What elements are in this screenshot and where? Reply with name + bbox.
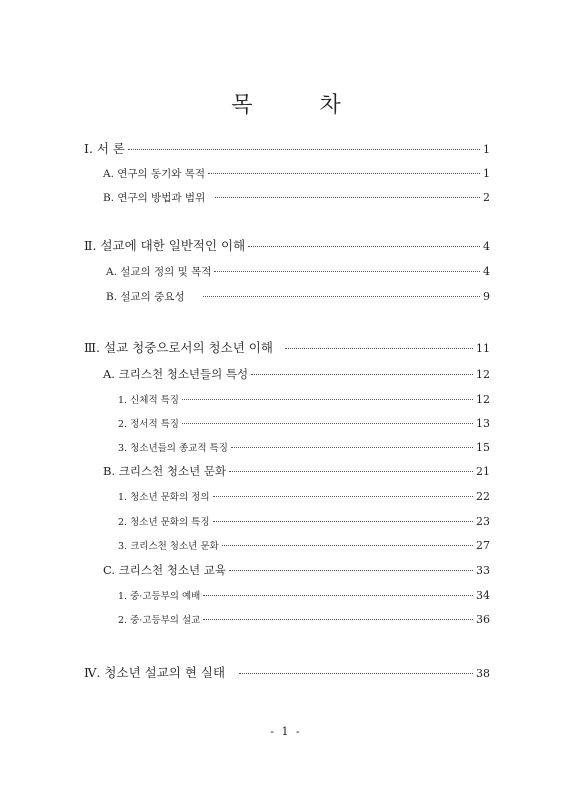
toc-dot-leader <box>231 447 473 448</box>
toc-entry-label: A. 설교의 정의 및 목적 <box>106 266 212 278</box>
toc-entry-3a1[interactable] <box>118 392 490 406</box>
toc-entry-3a[interactable] <box>103 366 490 382</box>
toc-entry-page: 13 <box>476 417 490 430</box>
toc-dot-leader <box>213 521 473 522</box>
toc-entry-label: Ⅳ. 청소년 설교의 현 실태 <box>84 665 226 680</box>
toc-dot-leader <box>248 246 480 247</box>
toc-dot-leader <box>229 570 473 571</box>
toc-entry-page: 22 <box>476 490 490 503</box>
toc-entry-1b[interactable] <box>103 190 490 205</box>
toc-entry-page: 12 <box>476 368 490 381</box>
toc-dot-leader <box>208 173 480 174</box>
toc-entry-label: A. 연구의 동기와 목적 <box>103 168 206 180</box>
toc-entry-2a[interactable] <box>106 264 490 279</box>
toc-entry-3b2[interactable] <box>118 514 490 528</box>
toc-entry-3b1[interactable] <box>118 489 490 503</box>
toc-entry-3a2[interactable] <box>118 416 490 430</box>
toc-dot-leader <box>182 423 473 424</box>
toc-entry-chapter-2[interactable] <box>84 236 490 254</box>
toc-entry-label: B. 설교의 중요성 <box>106 291 185 303</box>
page-number: - 1 - <box>270 725 302 738</box>
toc-entry-label: Ⅱ. 설교에 대한 일반적인 이해 <box>84 238 246 253</box>
toc-dot-leader <box>203 619 473 620</box>
toc-entry-label: C. 크리스천 청소년 교육 <box>103 563 226 577</box>
toc-entry-label: Ⅲ. 설교 청중으로서의 청소년 이해 <box>84 340 273 355</box>
toc-entry-label: B. 연구의 방법과 범위 <box>103 192 206 204</box>
toc-entry-page: 4 <box>483 265 490 278</box>
toc-entry-label: B. 크리스천 청소년 문화 <box>103 464 227 478</box>
toc-entry-3b[interactable] <box>103 463 490 479</box>
toc-entry-chapter-1[interactable] <box>84 139 490 157</box>
toc-entry-3c1[interactable] <box>118 588 490 602</box>
toc-dot-leader <box>222 545 473 546</box>
toc-entry-1a[interactable] <box>103 166 490 181</box>
toc-entry-3b3[interactable] <box>118 538 490 552</box>
toc-dot-leader <box>214 271 480 272</box>
toc-entry-3c2[interactable] <box>118 612 490 626</box>
toc-dot-leader <box>251 374 473 375</box>
toc-entry-label: 3. 청소년들의 종교적 특징 <box>118 443 228 454</box>
toc-dot-leader <box>229 471 473 472</box>
toc-entry-label: 1. 청소년 문화의 정의 <box>118 492 210 503</box>
toc-dot-leader <box>203 595 473 596</box>
toc-entry-chapter-4[interactable] <box>84 663 490 681</box>
toc-title: 목 차 <box>231 93 371 118</box>
toc-entry-page: 4 <box>483 240 490 253</box>
toc-entry-label: A. 크리스천 청소년들의 특성 <box>103 367 249 381</box>
toc-entry-3c[interactable] <box>103 562 490 578</box>
toc-entry-label: 2. 정서적 특징 <box>118 419 179 430</box>
toc-entry-chapter-3[interactable] <box>84 338 490 356</box>
toc-entry-page: 12 <box>476 393 490 406</box>
toc-entry-label: 3. 크리스천 청소년 문화 <box>118 541 219 552</box>
toc-entry-page: 23 <box>476 515 490 528</box>
toc-entry-page: 9 <box>483 290 490 303</box>
toc-entry-label: 1. 신체적 특징 <box>118 395 179 406</box>
toc-entry-label: 1. 중·고등부의 예배 <box>118 591 201 602</box>
toc-entry-page: 34 <box>476 589 490 602</box>
toc-entry-page: 21 <box>476 465 490 478</box>
toc-entry-page: 15 <box>476 441 490 454</box>
toc-dot-leader <box>213 496 473 497</box>
toc-entry-page: 11 <box>476 342 490 355</box>
toc-dot-leader <box>128 149 480 150</box>
toc-entry-label: Ⅰ. 서 론 <box>84 141 126 156</box>
toc-dot-leader <box>285 348 473 349</box>
toc-entry-3a3[interactable] <box>118 440 490 454</box>
toc-entry-page: 1 <box>483 143 490 156</box>
toc-entry-label: 2. 청소년 문화의 특징 <box>118 517 210 528</box>
toc-dot-leader <box>203 296 480 297</box>
toc-dot-leader <box>239 673 473 674</box>
toc-entry-page: 38 <box>476 667 490 680</box>
toc-entry-label: 2. 중·고등부의 설교 <box>118 615 201 626</box>
toc-entry-page: 2 <box>483 191 490 204</box>
toc-entry-page: 1 <box>483 167 490 180</box>
toc-dot-leader <box>182 399 473 400</box>
toc-entry-page: 33 <box>476 564 490 577</box>
toc-dot-leader <box>215 197 480 198</box>
toc-entry-2b[interactable] <box>106 289 490 304</box>
toc-entry-page: 36 <box>476 613 490 626</box>
toc-entry-page: 27 <box>476 539 490 552</box>
